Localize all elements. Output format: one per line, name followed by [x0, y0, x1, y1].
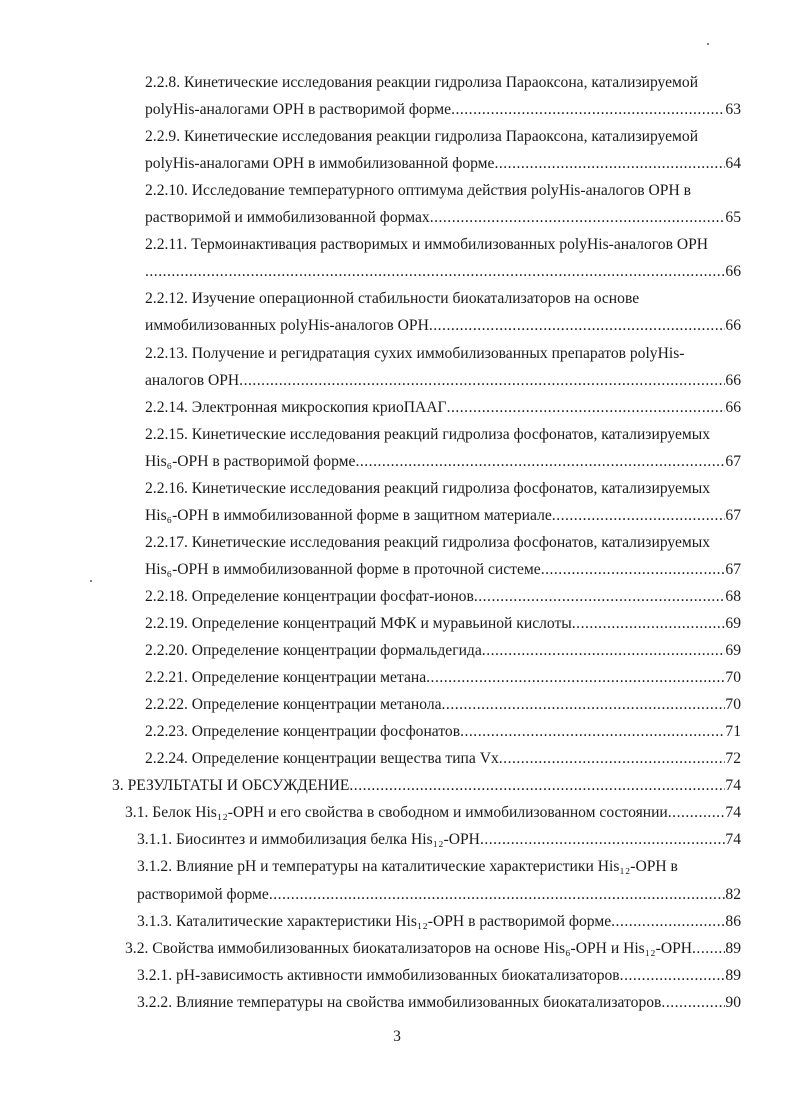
toc-entry-page: 89 — [725, 966, 741, 984]
dot-leader — [668, 799, 726, 826]
toc-entry-title: 3.2.1. pH-зависимость активности иммобилизованных биокатализаторов — [137, 966, 620, 984]
dot-leader — [620, 962, 726, 989]
toc-entry-line — [145, 664, 741, 691]
toc-entry-page: 70 — [725, 696, 741, 714]
dot-leader — [494, 150, 725, 177]
toc-entry-title: 2.2.10. Исследование температурного оптимума действия polyHis-аналогов ОРН в — [145, 182, 691, 200]
dot-leader — [692, 935, 725, 962]
toc-entry-line — [145, 258, 741, 285]
toc-entry-line — [137, 881, 741, 908]
toc-entry-page: 90 — [725, 993, 741, 1011]
toc-entry-line — [112, 772, 741, 799]
dot-leader — [480, 826, 725, 853]
toc-entry-title: 2.2.15. Кинетические исследования реакций гидролиза фосфонатов, катализируемых — [145, 425, 711, 443]
toc-entry-page: 72 — [725, 750, 741, 768]
toc-entry-line — [145, 312, 741, 339]
toc-entry-page: 74 — [725, 777, 741, 795]
toc-entry-line — [137, 962, 741, 989]
toc-entry-page: 67 — [725, 506, 741, 524]
toc-entry-line — [145, 475, 741, 502]
toc-entry-line — [145, 502, 741, 529]
toc-entry-title: His₆-ОРН в иммобилизованной форме в защитном материале — [145, 506, 552, 524]
toc-entry-line — [145, 610, 741, 637]
toc-entry-title: 2.2.12. Изучение операционной стабильности биокатализаторов на основе — [145, 290, 640, 308]
toc-entry-page: 82 — [725, 885, 741, 903]
toc-entry-page: 89 — [725, 939, 741, 957]
toc-entry-title: 3.1.1. Биосинтез и иммобилизация белка His₁₂-ОРН — [137, 831, 480, 849]
toc-entry-page: 66 — [725, 317, 741, 335]
toc-entry-page: 70 — [725, 669, 741, 687]
toc-entry-line — [145, 556, 741, 583]
toc-entry-title: 2.2.24. Определение концентрации вещества типа Vx — [145, 750, 499, 768]
dot-leader — [482, 637, 726, 664]
toc-entry-title: 3. РЕЗУЛЬТАТЫ И ОБСУЖДЕНИЕ — [112, 777, 350, 795]
dot-leader — [541, 556, 726, 583]
dot-leader — [451, 96, 725, 123]
toc-entry-page: 86 — [725, 912, 741, 930]
toc-entry-line — [145, 691, 741, 718]
toc-entry-line — [125, 935, 741, 962]
dot-leader — [552, 502, 726, 529]
dot-leader — [474, 583, 726, 610]
dot-leader — [239, 367, 725, 394]
toc-entry-line — [145, 123, 741, 150]
dot-leader — [429, 312, 726, 339]
toc-entry-title: 3.1. Белок His₁₂-ОРН и его свойства в свободном и иммобилизованном состоянии — [125, 804, 668, 822]
toc-entry-title: 2.2.23. Определение концентрации фосфонатов — [145, 723, 461, 741]
toc-entry-line — [145, 285, 741, 312]
toc-entry-title: polyHis-аналогами ОРН в растворимой форме — [145, 101, 452, 119]
toc-entry-title: 2.2.13. Получение и регидратация сухих иммобилизованных препаратов polyHis- — [145, 344, 685, 362]
toc-entry-title: 2.2.9. Кинетические исследования реакции гидролиза Параоксона, катализируемой — [145, 128, 699, 146]
toc-entry-title: 2.2.8. Кинетические исследования реакции гидролиза Параоксона, катализируемой — [145, 74, 699, 91]
toc-entry-page: 65 — [725, 209, 741, 227]
dot-leader — [145, 258, 725, 285]
dot-leader — [355, 448, 725, 475]
toc-entry-line — [137, 989, 741, 1016]
dot-leader — [426, 664, 725, 691]
dot-leader — [430, 204, 726, 231]
toc-entry-line — [145, 150, 741, 177]
toc-entry-line — [145, 421, 741, 448]
toc-entry-title: 2.2.11. Термоинактивация растворимых и иммобилизованных polyHis-аналогов ОРН — [145, 236, 709, 254]
toc-entry-line — [145, 177, 741, 204]
toc-entry-page: 68 — [725, 587, 741, 605]
toc-entry-title: растворимой форме — [137, 885, 269, 903]
toc-entry-title: аналогов ОРН — [145, 371, 240, 389]
toc-entry-line — [125, 799, 741, 826]
scan-speck — [707, 43, 709, 45]
dot-leader — [442, 691, 726, 718]
toc-entry-line — [145, 394, 741, 421]
page-number: 3 — [393, 1028, 401, 1045]
toc-entry-line — [145, 96, 741, 123]
toc-entry-title: 2.2.20. Определение концентрации формальдегида — [145, 642, 482, 660]
toc-entry-line — [145, 340, 741, 367]
toc-entry-page: 66 — [725, 398, 741, 416]
toc-entry-page: 74 — [725, 831, 741, 849]
toc-entry-line — [145, 231, 741, 258]
toc-entry-page: 63 — [725, 101, 741, 119]
toc-entry-title: иммобилизованных polyHis-аналогов ОРН — [145, 317, 429, 335]
toc-entry-title: 2.2.16. Кинетические исследования реакций гидролиза фосфонатов, катализируемых — [145, 479, 711, 497]
toc-entry-line — [137, 853, 741, 880]
dot-leader — [572, 610, 726, 637]
toc-entry-page: 66 — [725, 371, 741, 389]
toc-entry-title: 3.2. Свойства иммобилизованных биокатализаторов на основе His₆-ОРН и His₁₂-ОРН — [125, 939, 693, 957]
toc-entry-title: 2.2.21. Определение концентрации метана — [145, 669, 427, 687]
toc-entry-line — [145, 367, 741, 394]
toc-entry-page: 66 — [725, 263, 741, 281]
toc-entry-page: 67 — [725, 560, 741, 578]
toc-entry-page: 74 — [725, 804, 741, 822]
toc-entry-title: 3.2.2. Влияние температуры на свойства иммобилизованных биокатализаторов — [137, 993, 662, 1011]
toc-entry-title: polyHis-аналогами ОРН в иммобилизованной форме — [145, 155, 495, 173]
dot-leader — [611, 908, 725, 935]
dot-leader — [661, 989, 725, 1016]
toc-entry-line — [137, 908, 741, 935]
dot-leader — [499, 745, 726, 772]
toc-entry-page: 67 — [725, 452, 741, 470]
dot-leader — [460, 718, 725, 745]
toc-entry-page: 64 — [725, 155, 741, 173]
toc-entry-line — [145, 529, 741, 556]
toc-entry-title: растворимой и иммобилизованной формах — [145, 209, 430, 227]
toc-entry-title: 2.2.19. Определение концентраций МФК и муравьиной кислоты — [145, 615, 572, 632]
toc-entry-line — [145, 637, 741, 664]
dot-leader — [447, 394, 726, 421]
toc-entry-line — [145, 745, 741, 772]
toc-entry-title: 3.1.2. Влияние pH и температуры на каталитические характеристики His₁₂-ОРН в — [137, 858, 678, 876]
toc-entry-title: His₆-ОРН в растворимой форме — [145, 452, 356, 470]
toc-entry-title: 3.1.3. Каталитические характеристики His₁₂-ОРН в растворимой форме — [137, 912, 612, 930]
toc-entry-page: 69 — [725, 642, 741, 660]
dot-leader — [269, 881, 726, 908]
toc-entry-title: 2.2.14. Электронная микроскопия криоПААГ — [145, 398, 447, 416]
dot-leader — [349, 772, 725, 799]
toc-entry-title: His₆-ОРН в иммобилизованной форме в проточной системе — [145, 560, 541, 578]
toc-entry-page: 69 — [725, 615, 741, 632]
toc-entry-title: 2.2.17. Кинетические исследования реакций гидролиза фосфонатов, катализируемых — [145, 533, 711, 551]
toc-entry-page: 71 — [725, 723, 741, 741]
toc-entry-title: 2.2.22. Определение концентрации метанола — [145, 696, 442, 714]
toc-entry-line — [137, 826, 741, 853]
toc-entry-line — [145, 69, 741, 96]
toc-entry-line — [145, 204, 741, 231]
toc-entry-title: 2.2.18. Определение концентрации фосфат-ионов — [145, 587, 474, 605]
toc-entry-line — [145, 448, 741, 475]
toc-entry-line — [145, 718, 741, 745]
scan-speck — [90, 580, 92, 582]
toc-entry-line — [145, 583, 741, 610]
